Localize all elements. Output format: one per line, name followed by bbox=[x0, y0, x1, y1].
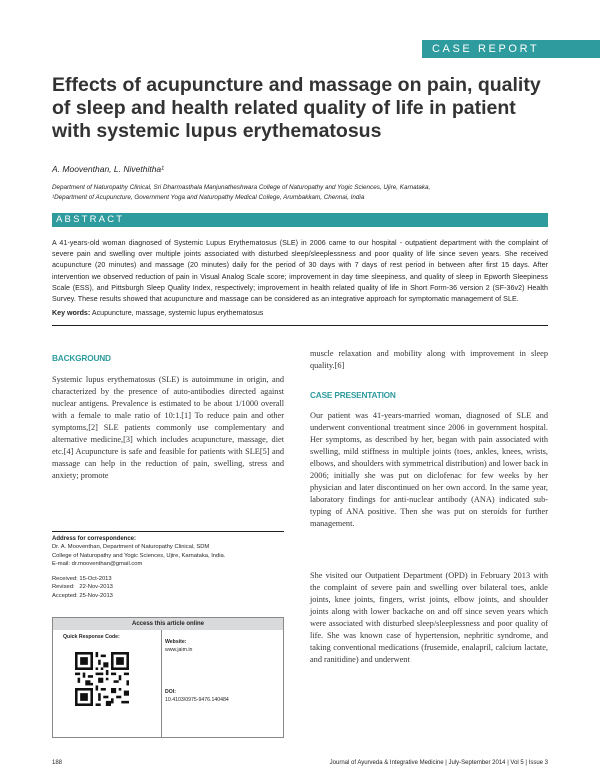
received-date: Received: 15-Oct-2013 bbox=[52, 576, 112, 582]
background-continued: muscle relaxation and mobility along with improvement in sleep quality.[6] bbox=[310, 349, 548, 370]
case-paragraph-1: Our patient was 41-years-married woman, diagnosed of SLE and underwent conventional treatment since 2006 in government hospital. Her symptoms, as described by her, began with pain associated with swelling, mild stiffness in multiple joints (toes, ankles, knees, wrists, elbows, and shoulders with symmetrical distribution) and lower back in 2006; initially she was put on diclofenac for few weeks by her physician and later discontinued on her own accord. In the same year, laboratory findings for anti-nuclear antibody (ANA) indicated sub-typing of ANA positive. Then she was put on steroids for further management. bbox=[310, 411, 548, 528]
qr-panel bbox=[53, 630, 162, 737]
divider bbox=[52, 325, 548, 326]
revised-date: Revised: 22-Nov-2013 bbox=[52, 584, 113, 591]
correspondence-block bbox=[52, 535, 284, 569]
journal-citation: Journal of Ayurveda & Integrative Medicine | July-September 2014 | Vol 5 | Issue 3 bbox=[329, 760, 548, 766]
correspondence-label: Address for correspondence: bbox=[52, 536, 137, 542]
correspondence-divider bbox=[52, 531, 284, 532]
doi-link[interactable]: 10.4103/0975-9476.140484 bbox=[165, 697, 229, 703]
background-heading: BACKGROUND bbox=[52, 353, 111, 363]
case-paragraph-2: She visited our Outpatient Department (OPD) in February 2013 with the complaint of severe pain and swelling over bilateral toes, ankle joints, knee joints, fingers, wrist joints, elbow joints, and shoulder joints along with lower backache on and off since seven years which were associated with disturbed sleep/sleeplessness and poor quality of life. She was known case of hypertension, nephritic syndrome, and taking conventional medications (frusemide, enalapril, calcium lactate, and ranitidine) and underwent bbox=[310, 571, 548, 664]
background-text: Systemic lupus erythematosus (SLE) is autoimmune in origin, and characterized by the presence of auto-antibodies directed against nuclear antigens. Prevalence is estimated to be about 1/1000 overall with a female to male ratio of 10:1.[1] To reduce pain and other symptoms,[2] SLE patients commonly use complementary and alternative medicine,[3] which includes acupuncture, massage, diet etc.[4] Acupuncture is safe and feasible for patients with SLE[5] and massage can help in the reduction of pain, swelling, stress and anxiety; promote bbox=[52, 375, 284, 480]
article-title: Effects of acupuncture and massage on pain, quality of sleep and health related quality of life in patient with systemic lupus erythematosus bbox=[52, 74, 541, 142]
page-number: 188 bbox=[52, 760, 63, 766]
article-type-banner: CASE REPORT bbox=[422, 40, 600, 58]
qr-code-icon bbox=[75, 652, 129, 706]
abstract-heading: ABSTRACT bbox=[52, 213, 548, 227]
affiliation-1: Department of Naturopathy Clinical, Sri Dharmasthala Manjunatheshwara College of Naturopathy and Yogic Sciences, Ujire, Karnataka, bbox=[52, 184, 431, 191]
access-online-box bbox=[52, 617, 284, 738]
article-links bbox=[165, 638, 229, 704]
accepted-date: Accepted: 25-Nov-2013 bbox=[52, 592, 113, 599]
website-label: Website: bbox=[165, 639, 187, 645]
keywords-label: Key words: bbox=[52, 309, 91, 317]
doi-label: DOI: bbox=[165, 689, 176, 695]
affiliation-2: ¹Department of Acupuncture, Government Yoga and Naturopathy Medical College, Arumbakkam, Chennai, India bbox=[52, 193, 365, 201]
correspondence-address: College of Naturopathy and Yogic Sciences, Ujire, Karnataka, India. bbox=[52, 552, 226, 559]
authors: A. Mooventhan, L. Nivethitha¹ bbox=[52, 164, 164, 174]
keywords bbox=[52, 309, 548, 317]
keywords-value: Acupuncture, massage, systemic lupus erythematosus bbox=[91, 309, 264, 317]
correspondence-email: E-mail: dr.mooventhan@gmail.com bbox=[52, 561, 143, 568]
qr-label: Quick Response Code: bbox=[63, 634, 120, 640]
affiliations bbox=[52, 183, 552, 202]
article-dates bbox=[52, 575, 113, 600]
access-online-heading: Access this article online bbox=[53, 618, 283, 630]
abstract-text: A 41-years-old woman diagnosed of Systemic Lupus Erythematosus (SLE) in 2006 came to our hospital - outpatient department with the complaint of severe pain and swelling over multiple joints associated with disturbed sleep/sleeplessness and poor quality of life since seven years. She received acupuncture (20 minutes) and massage (20 minutes) daily for the period of 30 days with 7 days of rest period in between after first 15 days. After intervention we observed reduction of pain in Visual Analog Scale score; improvement in day time sleepiness, and quality of sleep in Epworth Sleepiness Scale (ESS), and Pittsburgh Sleep Quality Index, respectively; improvement in health related quality of life in Short Form-36 version 2 (SF-36v2) Health Survey. These results showed that acupuncture and massage can be considered as an integrative approach for symptomatic management of SLE. bbox=[52, 239, 548, 304]
case-presentation-heading: CASE PRESENTATION bbox=[310, 390, 396, 400]
website-link[interactable]: www.jaim.in bbox=[165, 647, 193, 653]
correspondence-name: Dr. A. Mooventhan, Department of Naturopathy Clinical, SDM bbox=[52, 544, 210, 551]
